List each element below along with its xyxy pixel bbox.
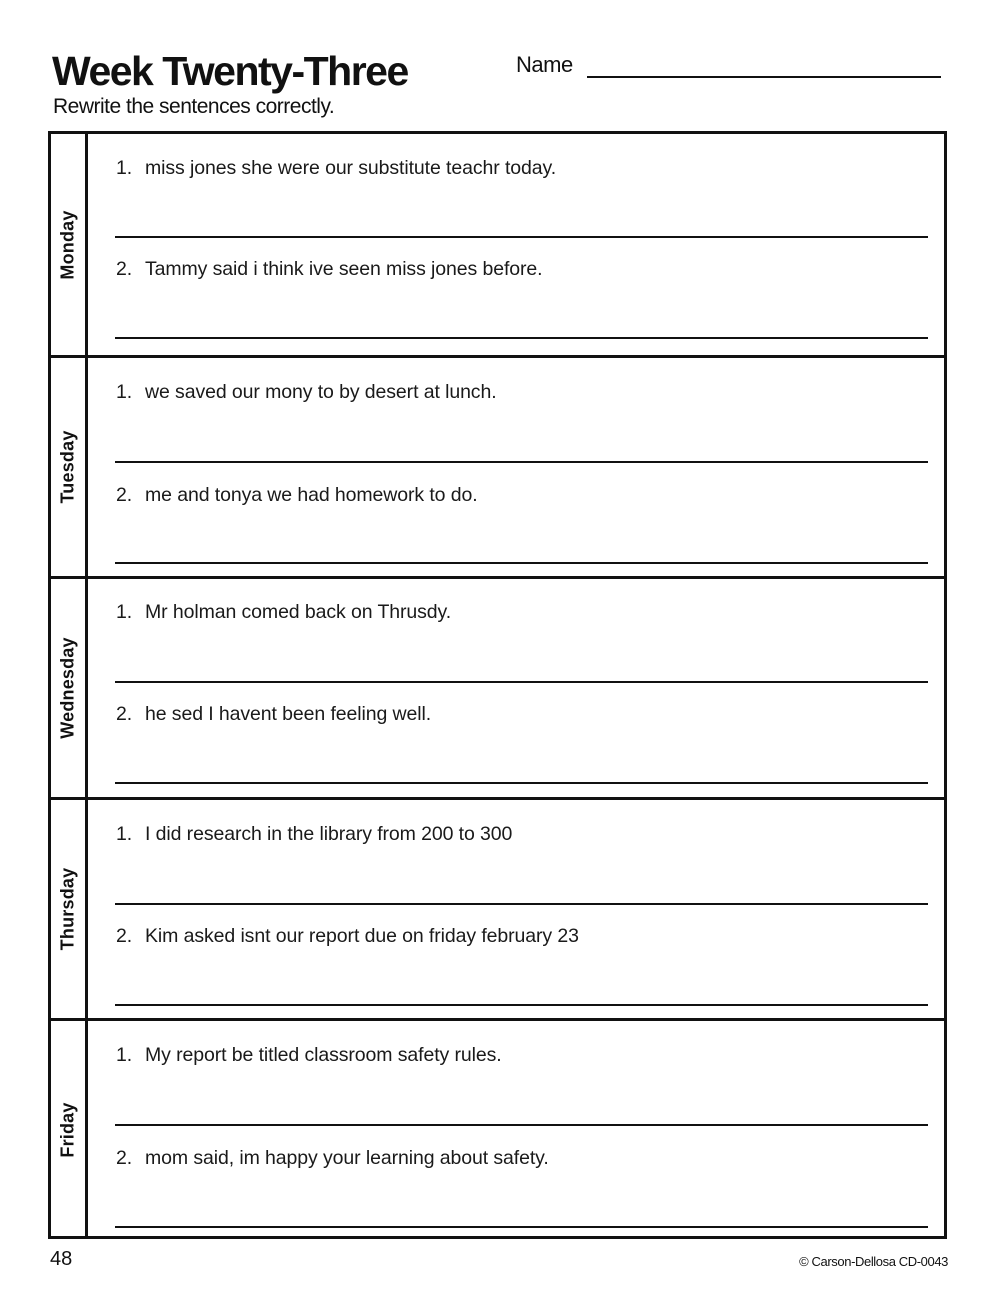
answer-line[interactable] <box>115 337 928 339</box>
sentence-item <box>116 1044 502 1067</box>
answer-line[interactable] <box>115 1226 928 1228</box>
worksheet-table <box>48 131 947 1239</box>
answer-line[interactable] <box>115 562 928 564</box>
day-column <box>51 134 88 355</box>
item-number: 2. <box>116 925 133 947</box>
item-number: 1. <box>116 1044 133 1066</box>
day-content <box>88 800 944 1018</box>
day-section-wednesday <box>51 576 944 797</box>
answer-line[interactable] <box>115 1004 928 1006</box>
day-label: Tuesday <box>57 430 78 504</box>
day-label: Thursday <box>57 867 78 951</box>
answer-line[interactable] <box>115 903 928 905</box>
sentence-item <box>116 1147 549 1170</box>
sentence-text: miss jones she were our substitute teachr today. <box>145 157 557 179</box>
sentence-item <box>116 601 451 624</box>
sentence-text: he sed I havent been feeling well. <box>145 703 432 725</box>
sentence-text: Kim asked isnt our report due on friday february 23 <box>145 925 579 947</box>
day-section-friday <box>51 1018 944 1239</box>
sentence-item <box>116 925 579 948</box>
sentence-text: I did research in the library from 200 to 300 <box>145 823 513 845</box>
answer-line[interactable] <box>115 1124 928 1126</box>
item-number: 2. <box>116 484 133 506</box>
day-label: Monday <box>57 209 78 280</box>
day-column <box>51 800 88 1018</box>
sentence-item <box>116 381 497 404</box>
day-column <box>51 358 88 576</box>
sentence-item <box>116 157 556 180</box>
item-number: 2. <box>116 258 133 280</box>
day-content <box>88 579 944 797</box>
sentence-text: we saved our mony to by desert at lunch. <box>145 381 497 403</box>
sentence-text: mom said, im happy your learning about safety. <box>145 1147 549 1169</box>
day-section-thursday <box>51 797 944 1018</box>
day-label: Wednesday <box>57 637 78 739</box>
item-number: 1. <box>116 157 133 179</box>
answer-line[interactable] <box>115 681 928 683</box>
day-content <box>88 134 944 355</box>
day-section-monday <box>51 134 944 355</box>
item-number: 1. <box>116 601 133 623</box>
sentence-text: Tammy said i think ive seen miss jones before. <box>145 258 543 280</box>
page-number: 48 <box>50 1248 73 1270</box>
sentence-text: me and tonya we had homework to do. <box>145 484 478 506</box>
sentence-item <box>116 703 431 726</box>
instructions: Rewrite the sentences correctly. <box>53 95 335 118</box>
answer-line[interactable] <box>115 236 928 238</box>
day-column <box>51 579 88 797</box>
sentence-item <box>116 258 542 281</box>
name-label: Name <box>516 52 573 77</box>
page-title: Week Twenty-Three <box>52 48 408 94</box>
answer-line[interactable] <box>115 461 928 463</box>
item-number: 1. <box>116 823 133 845</box>
day-label: Friday <box>57 1102 78 1158</box>
sentence-text: My report be titled classroom safety rules. <box>145 1044 502 1066</box>
sentence-item <box>116 484 478 507</box>
item-number: 2. <box>116 1147 133 1169</box>
item-number: 2. <box>116 703 133 725</box>
name-field-group <box>516 52 941 78</box>
answer-line[interactable] <box>115 782 928 784</box>
day-content <box>88 1021 944 1239</box>
name-input-line[interactable] <box>587 54 941 78</box>
day-section-tuesday <box>51 355 944 576</box>
day-column <box>51 1021 88 1239</box>
sentence-text: Mr holman comed back on Thrusdy. <box>145 601 452 623</box>
copyright-notice: © Carson-Dellosa CD-0043 <box>799 1254 948 1269</box>
day-content <box>88 358 944 576</box>
sentence-item <box>116 823 512 846</box>
item-number: 1. <box>116 381 133 403</box>
